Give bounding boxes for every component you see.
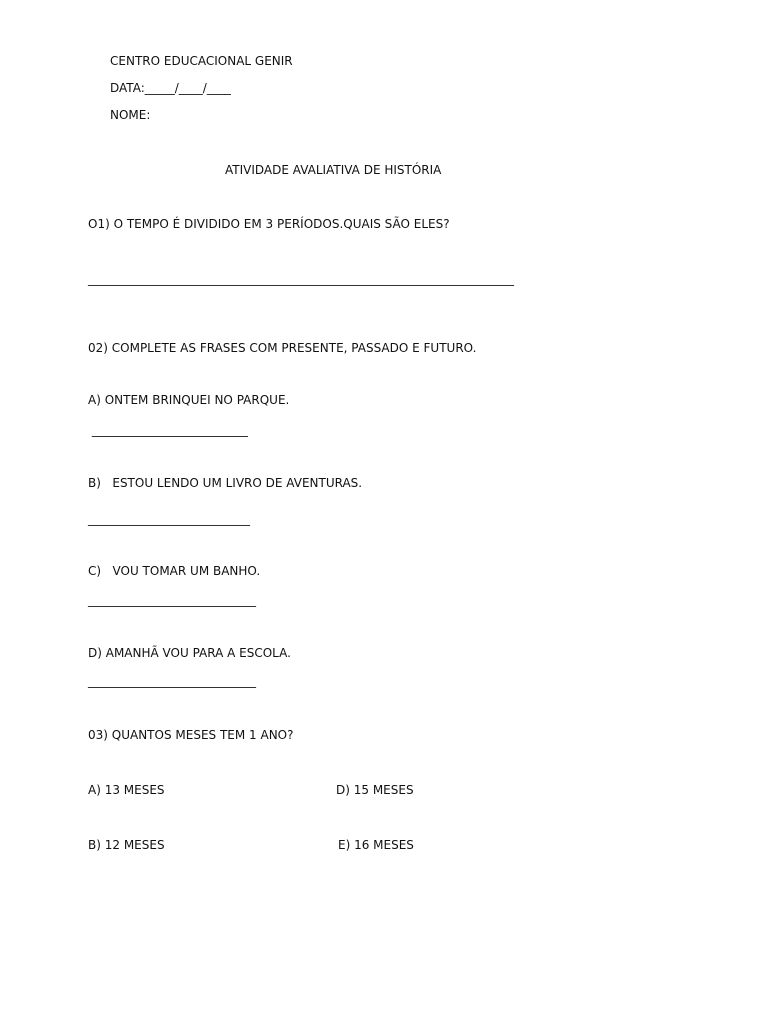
q2-answer-line-c: ____________________________ bbox=[88, 593, 256, 607]
q2-item-a: A) ONTEM BRINQUEI NO PARQUE. bbox=[88, 393, 290, 407]
name-field: NOME: bbox=[110, 108, 151, 122]
date-field: DATA:_____/____/____ bbox=[110, 81, 231, 95]
question-2: 02) COMPLETE AS FRASES COM PRESENTE, PASSADO E FUTURO. bbox=[88, 341, 477, 355]
q3-option-a: A) 13 MESES bbox=[88, 783, 165, 797]
question-3: 03) QUANTOS MESES TEM 1 ANO? bbox=[88, 728, 294, 742]
q2-item-d: D) AMANHÃ VOU PARA A ESCOLA. bbox=[88, 646, 291, 660]
q2-answer-line-d: ____________________________ bbox=[88, 674, 256, 688]
q2-item-c: C) VOU TOMAR UM BANHO. bbox=[88, 564, 261, 578]
q2-answer-line-a: __________________________ bbox=[88, 423, 248, 437]
q2-answer-line-b: ___________________________ bbox=[88, 512, 250, 526]
q2-item-b: B) ESTOU LENDO UM LIVRO DE AVENTURAS. bbox=[88, 476, 363, 490]
answer-line-1: _______________________________________________________________________ bbox=[88, 272, 514, 286]
q3-option-b: B) 12 MESES bbox=[88, 838, 165, 852]
q3-option-e: E) 16 MESES bbox=[338, 838, 414, 852]
question-1: O1) O TEMPO É DIVIDIDO EM 3 PERÍODOS.QUAIS SÃO ELES? bbox=[88, 217, 450, 231]
q3-option-d: D) 15 MESES bbox=[336, 783, 414, 797]
page-title: ATIVIDADE AVALIATIVA DE HISTÓRIA bbox=[225, 163, 442, 177]
school-name: CENTRO EDUCACIONAL GENIR bbox=[110, 54, 293, 68]
